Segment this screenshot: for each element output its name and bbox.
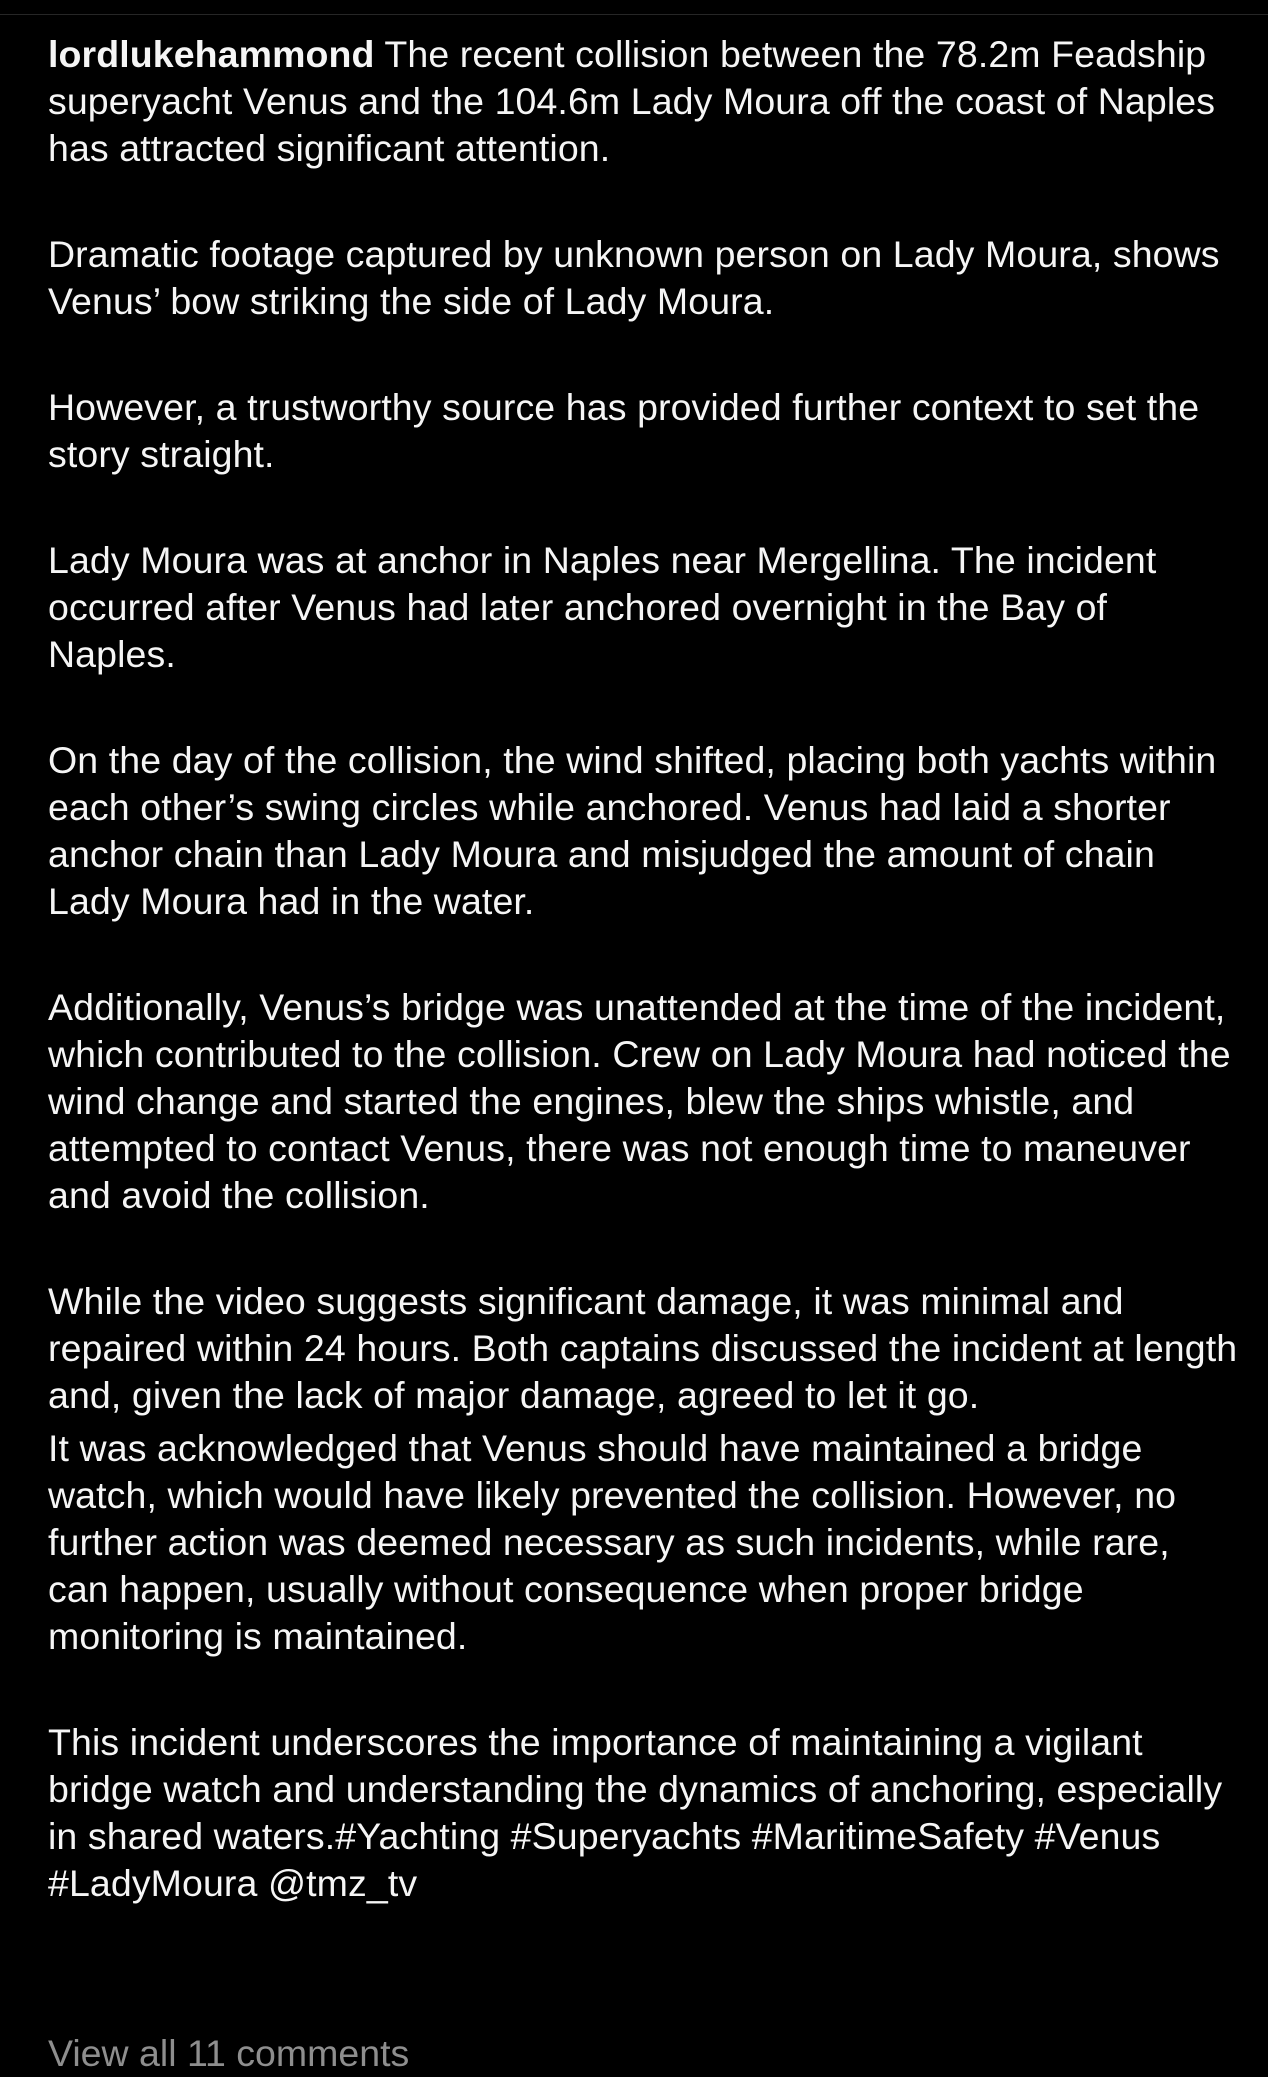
caption-paragraph-6: Additionally, Venus’s bridge was unattended at the time of the incident, which contributed to the collision. Crew on Lady Moura had noticed the wind change and started the engines, blew the ships whistle, and attempted to contact Venus, there was not enough time to maneuver and avoid the collision. (48, 986, 1231, 1216)
caption-text: The recent collision between the 78.2m Feadship superyacht Venus and the 104.6m Lady Moura off the coast of Naples has attracted significant attention. (48, 33, 1216, 169)
caption-paragraph-8: It was acknowledged that Venus should have maintained a bridge watch, which would have likely prevented the collision. However, no further action was deemed necessary as such incidents, while rare, can happen, usually without consequence when proper bridge monitoring is maintained. (48, 1427, 1177, 1657)
caption-paragraph-1 (48, 31, 1238, 172)
post-caption (48, 31, 1238, 1907)
view-all-comments-link[interactable]: View all 11 comments (48, 2032, 410, 2074)
top-divider (0, 14, 1268, 15)
username-link[interactable]: lordlukehammond (48, 33, 375, 75)
caption-paragraph-7: While the video suggests significant damage, it was minimal and repaired within 24 hours. Both captains discussed the incident at length and, given the lack of major damage, agreed to let it go. (48, 1280, 1238, 1416)
caption-paragraph-4: Lady Moura was at anchor in Naples near Mergellina. The incident occurred after Venus had later anchored overnight in the Bay of Naples. (48, 539, 1157, 675)
caption-paragraph-9: This incident underscores the importance of maintaining a vigilant bridge watch and understanding the dynamics of anchoring, especially in shared waters.#Yachting #Superyachts #MaritimeSafety #Venus #LadyMoura @tmz_tv (48, 1721, 1223, 1904)
caption-paragraph-2: Dramatic footage captured by unknown person on Lady Moura, shows Venus’ bow striking the side of Lady Moura. (48, 233, 1220, 322)
caption-paragraph-5: On the day of the collision, the wind shifted, placing both yachts within each other’s swing circles while anchored. Venus had laid a shorter anchor chain than Lady Moura and misjudged the amount of chain Lady Moura had in the water. (48, 739, 1217, 922)
caption-paragraph-3: However, a trustworthy source has provided further context to set the story straight. (48, 386, 1200, 475)
